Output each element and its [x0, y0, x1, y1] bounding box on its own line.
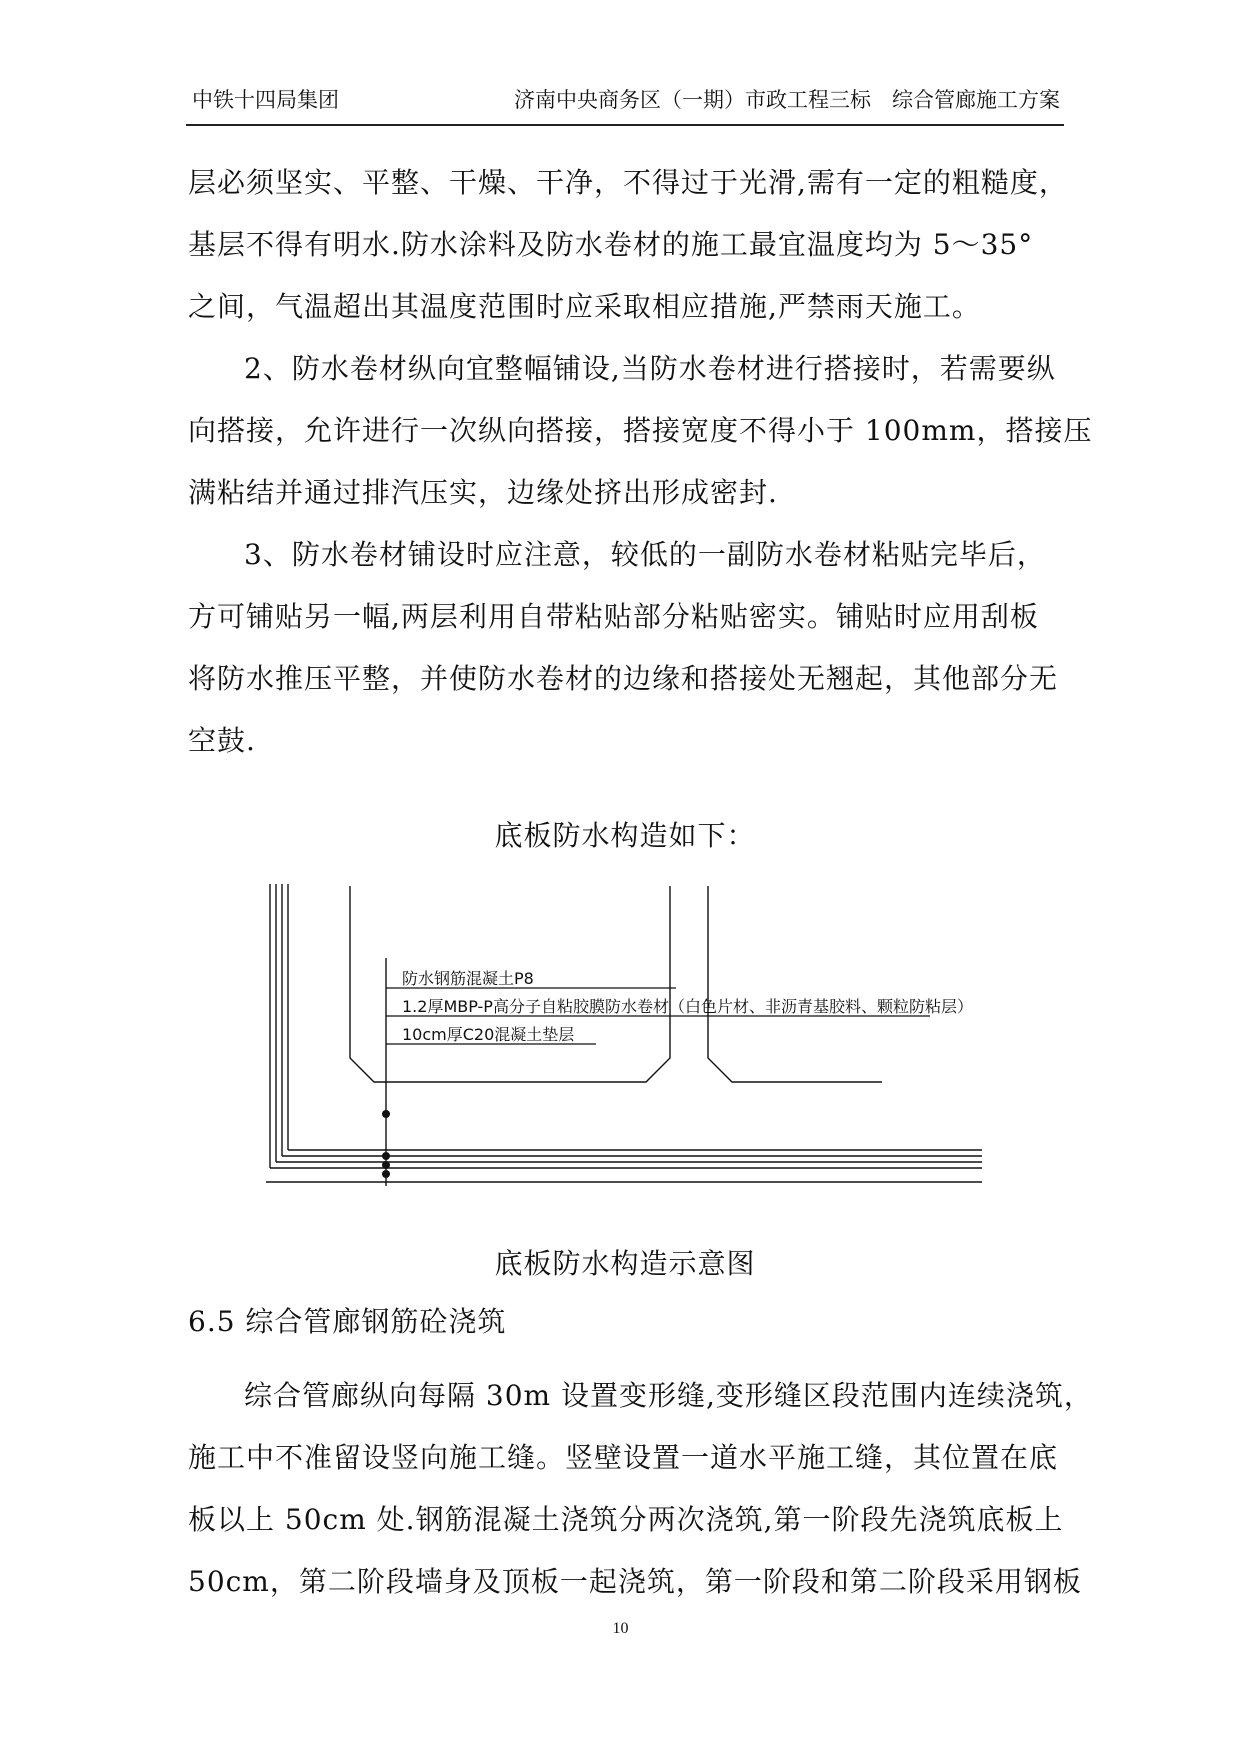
- text-line: 2、防水卷材纵向宜整幅铺设,当防水卷材进行搭接时，若需要纵: [244, 352, 1056, 385]
- text-line: 板以上 50cm 处.钢筋混凝土浇筑分两次浇筑,第一阶段先浇筑底板上: [188, 1503, 1064, 1536]
- label-cushion: 10cm厚C20混凝土垫层: [402, 1025, 575, 1044]
- figure-intro: 底板防水构造如下：: [494, 819, 756, 852]
- label-membrane: 1.2厚MBP-P高分子自粘胶膜防水卷材（白色片材、非沥青基胶料、颗粒防粘层）: [402, 997, 973, 1016]
- leader-dot: [382, 1110, 390, 1118]
- chamber-outline-right: [708, 886, 882, 1082]
- leader-dot: [382, 1161, 390, 1169]
- leader-dot: [382, 1152, 390, 1160]
- header-rule: [186, 124, 1064, 126]
- header-company: 中铁十四局集团: [192, 88, 339, 112]
- text-line: 施工中不准留设竖向施工缝。竖壁设置一道水平施工缝，其位置在底: [188, 1441, 1059, 1474]
- text-line: 50cm，第二阶段墙身及顶板一起浇筑，第一阶段和第二阶段采用钢板: [188, 1565, 1082, 1598]
- paragraph-laying: [188, 524, 1068, 772]
- paragraph-substrate: [188, 152, 1068, 338]
- leader-dot: [382, 1170, 390, 1178]
- text-line: 3、防水卷材铺设时应注意，较低的一副防水卷材粘贴完毕后，: [244, 538, 1046, 571]
- text-line: 空鼓.: [188, 724, 256, 757]
- header-project-title: 济南中央商务区（一期）市政工程三标 综合管廊施工方案: [514, 88, 1060, 112]
- paragraph-lap-joint: [188, 338, 1093, 524]
- text-line: 层必须坚实、平整、干燥、干净，不得过于光滑,需有一定的粗糙度，: [188, 166, 1068, 199]
- section-heading: 6.5 综合管廊钢筋砼浇筑: [188, 1305, 507, 1338]
- text-line: 向搭接，允许进行一次纵向搭接，搭接宽度不得小于 100mm，搭接压: [188, 414, 1093, 447]
- label-concrete: 防水钢筋混凝土P8: [402, 969, 534, 988]
- text-line: 满粘结并通过排汽压实，边缘处挤出形成密封.: [188, 476, 778, 509]
- text-line: 综合管廊纵向每隔 30m 设置变形缝,变形缝区段范围内连续浇筑，: [244, 1379, 1093, 1412]
- text-line: 将防水推压平整，并使防水卷材的边缘和搭接处无翘起，其他部分无: [188, 662, 1059, 695]
- page-header: [186, 88, 1064, 120]
- text-line: 之间，气温超出其温度范围时应采取相应措施,严禁雨天施工。: [188, 290, 981, 323]
- paragraph-casting: [188, 1365, 1093, 1613]
- floor-waterproofing-diagram: [266, 876, 986, 1194]
- figure-caption: 底板防水构造示意图: [494, 1247, 756, 1280]
- text-line: 基层不得有明水.防水涂料及防水卷材的施工最宜温度均为 5～35°: [188, 228, 1034, 261]
- page-number: 10: [612, 1620, 629, 1637]
- text-line: 方可铺贴另一幅,两层利用自带粘贴部分粘贴密实。铺贴时应用刮板: [188, 600, 1039, 633]
